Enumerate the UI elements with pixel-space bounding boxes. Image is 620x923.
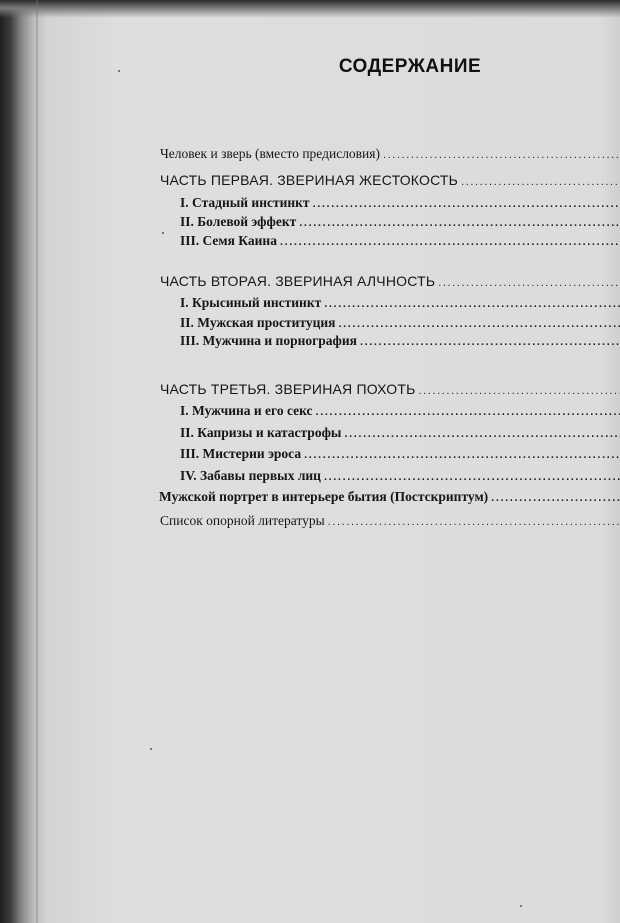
toc-part-label: ЧАСТЬ ПЕРВАЯ. ЗВЕРИНАЯ ЖЕСТОКОСТЬ — [160, 172, 459, 188]
dot-leader — [280, 236, 620, 248]
dot-leader — [344, 428, 620, 440]
paper-speck — [162, 232, 164, 234]
dot-leader — [438, 277, 620, 289]
table-of-contents — [160, 0, 620, 923]
toc-chapter-label: II. Болевой эффект — [180, 214, 297, 229]
dot-leader — [324, 298, 620, 310]
toc-part-2[interactable] — [160, 273, 620, 289]
dot-leader — [461, 176, 620, 188]
book-spine-shadow — [36, 0, 38, 923]
toc-entry-label: Список опорной литературы — [160, 513, 325, 528]
toc-part-label: ЧАСТЬ ВТОРАЯ. ЗВЕРИНАЯ АЛЧНОСТЬ — [160, 273, 436, 289]
toc-chapter-2-1[interactable] — [160, 295, 620, 311]
dot-leader — [360, 336, 620, 348]
toc-chapter-1-2[interactable] — [160, 214, 620, 230]
toc-chapter-label: I. Мужчина и его секс — [180, 403, 313, 418]
toc-chapter-label: III. Семя Каина — [180, 233, 277, 248]
dot-leader — [491, 492, 620, 504]
toc-chapter-label: III. Мистерии эроса — [180, 446, 302, 461]
toc-chapter-label: I. Стадный инстинкт — [180, 195, 310, 210]
dot-leader — [316, 406, 620, 418]
toc-chapter-3-1[interactable] — [160, 403, 620, 419]
toc-entry-label: Человек и зверь (вместо предисловия) — [160, 146, 380, 161]
toc-entry-intro[interactable] — [160, 146, 620, 162]
paper-speck — [118, 70, 120, 72]
dot-leader — [383, 149, 620, 161]
toc-part-label: ЧАСТЬ ТРЕТЬЯ. ЗВЕРИНАЯ ПОХОТЬ — [160, 381, 416, 397]
dot-leader — [328, 516, 620, 528]
toc-entry-label: Мужской портрет в интерьере бытия (Постскриптум) — [159, 489, 489, 504]
toc-chapter-label: II. Мужская проституция — [180, 315, 336, 330]
toc-chapter-label: I. Крысиный инстинкт — [180, 295, 322, 310]
dot-leader — [324, 471, 620, 483]
toc-chapter-3-2[interactable] — [160, 425, 620, 441]
toc-chapter-2-3[interactable] — [160, 333, 620, 349]
toc-part-1[interactable] — [160, 172, 620, 188]
toc-entry-bibliography[interactable] — [160, 513, 620, 529]
toc-chapter-label: IV. Забавы первых лиц — [180, 468, 321, 483]
dot-leader — [313, 198, 620, 210]
toc-part-3[interactable] — [160, 381, 620, 397]
toc-chapter-3-3[interactable] — [160, 446, 620, 462]
toc-chapter-2-2[interactable] — [160, 315, 620, 331]
paper-speck — [150, 748, 152, 750]
page-title: СОДЕРЖАНИЕ — [338, 56, 482, 77]
toc-chapter-label: III. Мужчина и порнография — [180, 333, 357, 348]
dot-leader — [304, 449, 620, 461]
dot-leader — [338, 318, 620, 330]
paper-speck — [520, 905, 522, 907]
toc-chapter-1-3[interactable] — [160, 233, 620, 249]
toc-chapter-label: II. Капризы и катастрофы — [180, 425, 342, 440]
dot-leader — [299, 217, 620, 229]
toc-chapter-1-1[interactable] — [160, 195, 620, 211]
toc-entry-postscript[interactable] — [159, 489, 620, 505]
toc-chapter-3-4[interactable] — [160, 468, 620, 484]
dot-leader — [418, 385, 620, 397]
